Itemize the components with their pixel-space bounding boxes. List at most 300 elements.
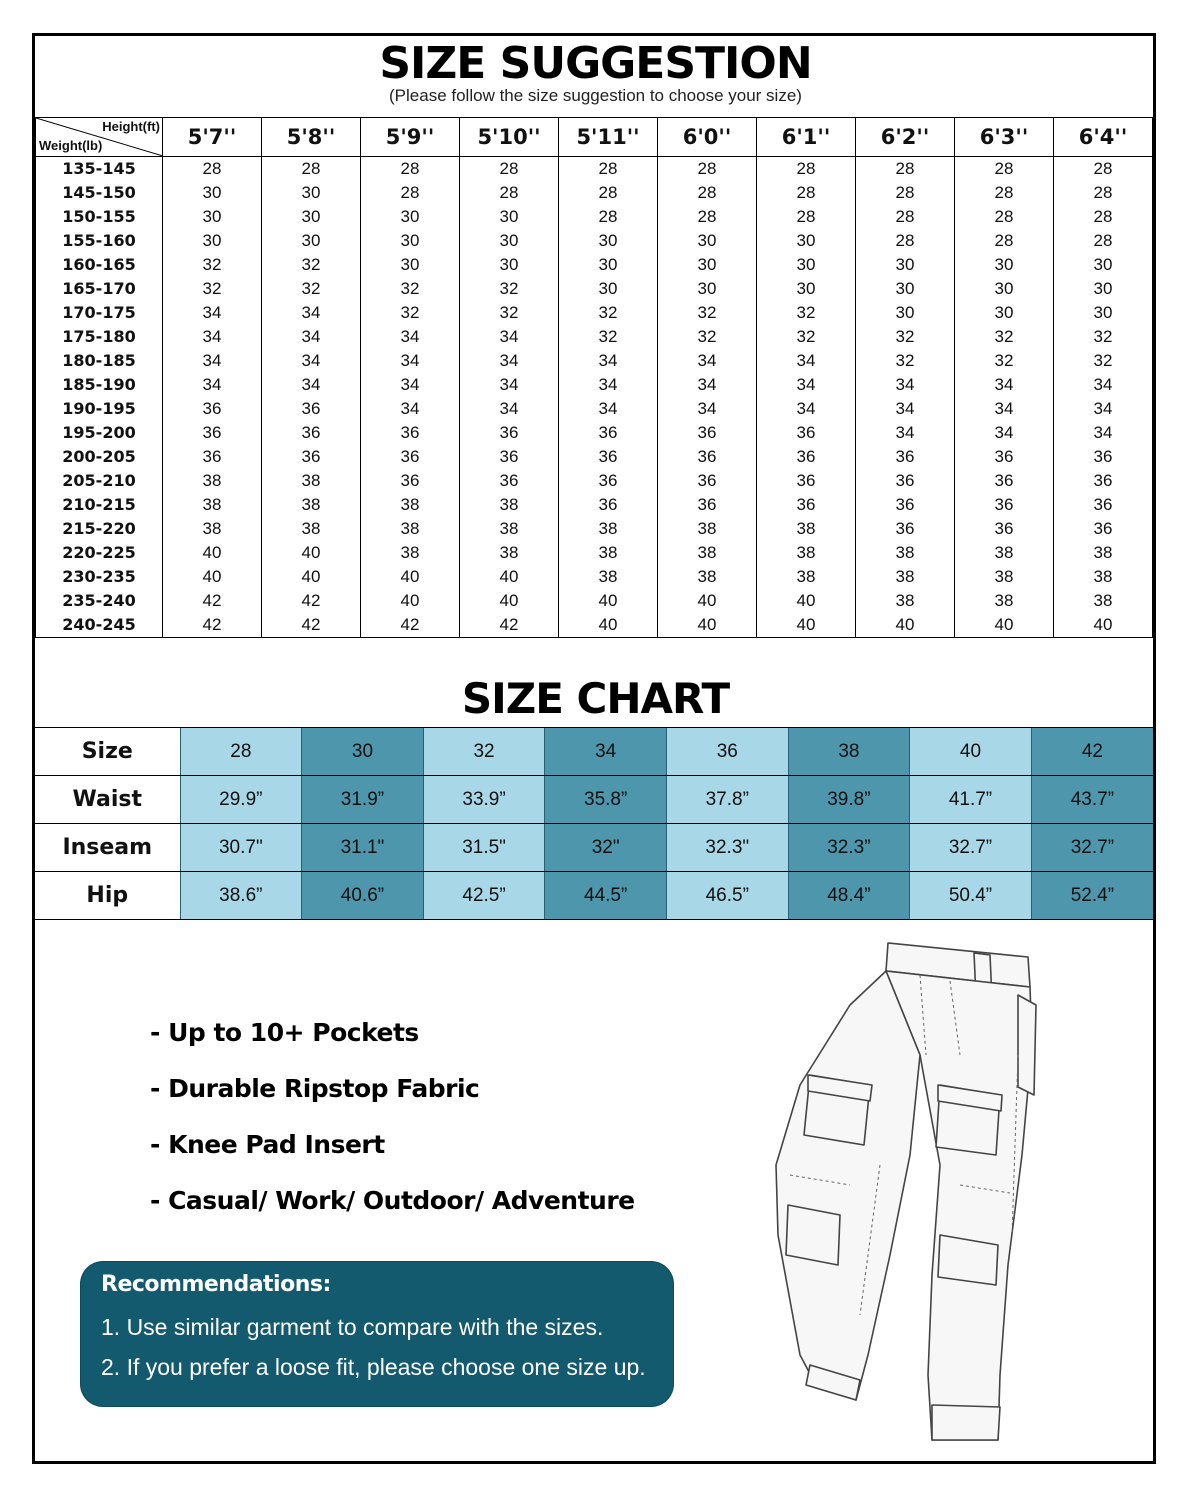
size-cell: 32 bbox=[1054, 325, 1153, 349]
chart-value-cell: 52.4” bbox=[1031, 872, 1153, 920]
size-cell: 32 bbox=[955, 349, 1054, 373]
height-header: 6'3'' bbox=[955, 118, 1054, 157]
size-chart-body bbox=[35, 728, 1153, 920]
size-cell: 28 bbox=[757, 157, 856, 182]
size-cell: 38 bbox=[460, 517, 559, 541]
chart-value-cell: 34 bbox=[545, 728, 667, 776]
table-row bbox=[36, 517, 1153, 541]
chart-value-cell: 30 bbox=[302, 728, 424, 776]
size-cell: 36 bbox=[559, 493, 658, 517]
chart-row-inseam bbox=[35, 824, 1153, 872]
size-cell: 36 bbox=[361, 469, 460, 493]
size-cell: 36 bbox=[559, 469, 658, 493]
table-corner-cell bbox=[36, 118, 163, 157]
recommendation-item: 2. If you prefer a loose fit, please choose one size up. bbox=[101, 1354, 646, 1380]
size-cell: 34 bbox=[559, 397, 658, 421]
size-cell: 28 bbox=[955, 205, 1054, 229]
chart-value-cell: 32" bbox=[545, 824, 667, 872]
size-cell: 28 bbox=[658, 205, 757, 229]
size-cell: 32 bbox=[757, 301, 856, 325]
size-cell: 34 bbox=[757, 349, 856, 373]
size-cell: 34 bbox=[559, 349, 658, 373]
table-row bbox=[36, 373, 1153, 397]
size-suggestion-body bbox=[36, 157, 1153, 638]
chart-value-cell: 46.5” bbox=[666, 872, 788, 920]
height-header: 6'4'' bbox=[1054, 118, 1153, 157]
chart-value-cell: 31.5" bbox=[423, 824, 545, 872]
size-cell: 38 bbox=[1054, 565, 1153, 589]
size-cell: 34 bbox=[460, 325, 559, 349]
chart-row-label: Hip bbox=[35, 872, 180, 920]
height-header: 5'7'' bbox=[163, 118, 262, 157]
size-cell: 34 bbox=[955, 373, 1054, 397]
chart-value-cell: 32.3” bbox=[788, 824, 910, 872]
size-cell: 28 bbox=[460, 157, 559, 182]
size-cell: 38 bbox=[163, 493, 262, 517]
table-row bbox=[36, 181, 1153, 205]
size-cell: 34 bbox=[1054, 397, 1153, 421]
size-cell: 28 bbox=[460, 181, 559, 205]
size-cell: 34 bbox=[361, 373, 460, 397]
size-cell: 34 bbox=[658, 349, 757, 373]
size-cell: 30 bbox=[163, 205, 262, 229]
size-cell: 42 bbox=[361, 613, 460, 638]
chart-value-cell: 32.7” bbox=[1031, 824, 1153, 872]
size-cell: 28 bbox=[856, 157, 955, 182]
size-cell: 30 bbox=[856, 253, 955, 277]
recommendations-box bbox=[81, 1262, 673, 1406]
size-cell: 34 bbox=[163, 301, 262, 325]
weight-range-cell: 220-225 bbox=[36, 541, 163, 565]
height-axis-label: Height(ft) bbox=[102, 119, 160, 134]
size-cell: 28 bbox=[163, 157, 262, 182]
size-cell: 28 bbox=[559, 157, 658, 182]
chart-row-label: Inseam bbox=[35, 824, 180, 872]
size-cell: 34 bbox=[361, 397, 460, 421]
table-row bbox=[36, 589, 1153, 613]
size-cell: 34 bbox=[262, 349, 361, 373]
chart-value-cell: 42.5” bbox=[423, 872, 545, 920]
size-cell: 38 bbox=[757, 541, 856, 565]
size-cell: 30 bbox=[955, 253, 1054, 277]
size-cell: 32 bbox=[262, 253, 361, 277]
size-cell: 36 bbox=[1054, 517, 1153, 541]
size-cell: 30 bbox=[757, 253, 856, 277]
size-cell: 36 bbox=[856, 445, 955, 469]
size-cell: 40 bbox=[559, 613, 658, 638]
size-cell: 30 bbox=[1054, 277, 1153, 301]
chart-row-label: Waist bbox=[35, 776, 180, 824]
size-cell: 36 bbox=[163, 397, 262, 421]
size-cell: 32 bbox=[163, 277, 262, 301]
height-header: 6'1'' bbox=[757, 118, 856, 157]
height-header: 5'10'' bbox=[460, 118, 559, 157]
chart-value-cell: 33.9” bbox=[423, 776, 545, 824]
size-cell: 34 bbox=[163, 373, 262, 397]
size-cell: 30 bbox=[559, 229, 658, 253]
size-cell: 36 bbox=[460, 445, 559, 469]
size-cell: 38 bbox=[1054, 589, 1153, 613]
size-cell: 36 bbox=[658, 445, 757, 469]
height-header: 6'0'' bbox=[658, 118, 757, 157]
size-cell: 34 bbox=[955, 397, 1054, 421]
feature-list bbox=[150, 1012, 635, 1236]
weight-range-cell: 170-175 bbox=[36, 301, 163, 325]
size-cell: 40 bbox=[163, 565, 262, 589]
size-cell: 28 bbox=[1054, 205, 1153, 229]
table-row bbox=[36, 445, 1153, 469]
size-cell: 38 bbox=[955, 541, 1054, 565]
weight-range-cell: 215-220 bbox=[36, 517, 163, 541]
size-cell: 32 bbox=[559, 325, 658, 349]
size-cell: 40 bbox=[361, 565, 460, 589]
size-cell: 34 bbox=[460, 349, 559, 373]
size-cell: 40 bbox=[658, 613, 757, 638]
size-cell: 28 bbox=[757, 205, 856, 229]
weight-range-cell: 195-200 bbox=[36, 421, 163, 445]
size-cell: 40 bbox=[757, 589, 856, 613]
chart-value-cell: 35.8” bbox=[545, 776, 667, 824]
size-cell: 30 bbox=[460, 253, 559, 277]
weight-range-cell: 240-245 bbox=[36, 613, 163, 638]
weight-axis-label: Weight(lb) bbox=[39, 138, 103, 153]
weight-range-cell: 230-235 bbox=[36, 565, 163, 589]
size-cell: 28 bbox=[856, 229, 955, 253]
size-cell: 32 bbox=[460, 277, 559, 301]
chart-value-cell: 42 bbox=[1031, 728, 1153, 776]
height-header: 5'8'' bbox=[262, 118, 361, 157]
size-cell: 30 bbox=[856, 301, 955, 325]
size-cell: 28 bbox=[559, 181, 658, 205]
size-cell: 36 bbox=[757, 421, 856, 445]
size-cell: 34 bbox=[361, 325, 460, 349]
size-cell: 34 bbox=[658, 397, 757, 421]
recommendations-title: Recommendations: bbox=[101, 1272, 331, 1297]
size-cell: 28 bbox=[856, 205, 955, 229]
chart-value-cell: 38 bbox=[788, 728, 910, 776]
size-cell: 34 bbox=[955, 421, 1054, 445]
chart-value-cell: 41.7” bbox=[910, 776, 1032, 824]
size-cell: 36 bbox=[856, 469, 955, 493]
size-cell: 36 bbox=[262, 397, 361, 421]
size-cell: 40 bbox=[361, 589, 460, 613]
size-cell: 36 bbox=[856, 517, 955, 541]
size-cell: 38 bbox=[955, 565, 1054, 589]
table-row bbox=[36, 541, 1153, 565]
size-cell: 42 bbox=[262, 613, 361, 638]
size-cell: 34 bbox=[262, 325, 361, 349]
size-cell: 38 bbox=[460, 493, 559, 517]
size-cell: 30 bbox=[658, 277, 757, 301]
size-cell: 30 bbox=[361, 253, 460, 277]
size-cell: 32 bbox=[361, 277, 460, 301]
size-cell: 36 bbox=[955, 493, 1054, 517]
chart-value-cell: 31.1" bbox=[302, 824, 424, 872]
size-cell: 38 bbox=[559, 565, 658, 589]
table-row bbox=[36, 205, 1153, 229]
chart-value-cell: 48.4” bbox=[788, 872, 910, 920]
weight-range-cell: 180-185 bbox=[36, 349, 163, 373]
size-cell: 36 bbox=[361, 445, 460, 469]
size-cell: 36 bbox=[757, 445, 856, 469]
size-cell: 30 bbox=[757, 229, 856, 253]
chart-value-cell: 36 bbox=[666, 728, 788, 776]
size-cell: 32 bbox=[262, 277, 361, 301]
size-cell: 30 bbox=[955, 277, 1054, 301]
size-suggestion-title: SIZE SUGGESTION bbox=[379, 38, 812, 89]
chart-value-cell: 32 bbox=[423, 728, 545, 776]
weight-range-cell: 175-180 bbox=[36, 325, 163, 349]
weight-range-cell: 210-215 bbox=[36, 493, 163, 517]
size-cell: 38 bbox=[856, 589, 955, 613]
size-cell: 36 bbox=[559, 421, 658, 445]
size-cell: 36 bbox=[658, 493, 757, 517]
size-cell: 30 bbox=[658, 229, 757, 253]
size-cell: 38 bbox=[955, 589, 1054, 613]
weight-range-cell: 200-205 bbox=[36, 445, 163, 469]
weight-range-cell: 185-190 bbox=[36, 373, 163, 397]
cargo-pants-sketch-icon bbox=[760, 935, 1060, 1455]
size-cell: 40 bbox=[757, 613, 856, 638]
table-row bbox=[36, 157, 1153, 182]
size-cell: 36 bbox=[658, 421, 757, 445]
size-cell: 34 bbox=[856, 397, 955, 421]
size-cell: 32 bbox=[856, 349, 955, 373]
weight-range-cell: 135-145 bbox=[36, 157, 163, 182]
size-cell: 30 bbox=[460, 205, 559, 229]
size-cell: 30 bbox=[262, 229, 361, 253]
table-row bbox=[36, 349, 1153, 373]
size-cell: 38 bbox=[163, 469, 262, 493]
size-cell: 36 bbox=[262, 421, 361, 445]
chart-value-cell: 30.7" bbox=[180, 824, 302, 872]
size-cell: 32 bbox=[460, 301, 559, 325]
feature-item: - Up to 10+ Pockets bbox=[150, 1018, 419, 1047]
size-cell: 40 bbox=[856, 613, 955, 638]
feature-item: - Casual/ Work/ Outdoor/ Adventure bbox=[150, 1186, 635, 1215]
size-cell: 38 bbox=[856, 565, 955, 589]
size-cell: 32 bbox=[757, 325, 856, 349]
size-chart-title: SIZE CHART bbox=[461, 674, 730, 723]
size-cell: 36 bbox=[460, 469, 559, 493]
size-cell: 30 bbox=[955, 301, 1054, 325]
size-cell: 28 bbox=[955, 229, 1054, 253]
chart-value-cell: 38.6” bbox=[180, 872, 302, 920]
size-cell: 28 bbox=[361, 181, 460, 205]
size-cell: 30 bbox=[361, 229, 460, 253]
size-cell: 36 bbox=[1054, 493, 1153, 517]
size-cell: 34 bbox=[163, 325, 262, 349]
size-cell: 36 bbox=[361, 421, 460, 445]
chart-value-cell: 28 bbox=[180, 728, 302, 776]
size-cell: 36 bbox=[460, 421, 559, 445]
size-cell: 38 bbox=[757, 565, 856, 589]
size-cell: 28 bbox=[955, 181, 1054, 205]
weight-range-cell: 190-195 bbox=[36, 397, 163, 421]
chart-value-cell: 43.7” bbox=[1031, 776, 1153, 824]
size-cell: 36 bbox=[955, 445, 1054, 469]
size-cell: 32 bbox=[658, 301, 757, 325]
table-row bbox=[36, 397, 1153, 421]
size-cell: 30 bbox=[460, 229, 559, 253]
size-cell: 40 bbox=[955, 613, 1054, 638]
size-cell: 34 bbox=[361, 349, 460, 373]
size-cell: 34 bbox=[856, 421, 955, 445]
chart-value-cell: 31.9” bbox=[302, 776, 424, 824]
size-cell: 34 bbox=[856, 373, 955, 397]
weight-range-cell: 165-170 bbox=[36, 277, 163, 301]
size-cell: 40 bbox=[262, 541, 361, 565]
size-cell: 38 bbox=[262, 517, 361, 541]
size-cell: 38 bbox=[658, 517, 757, 541]
table-row bbox=[36, 565, 1153, 589]
size-cell: 38 bbox=[163, 517, 262, 541]
size-cell: 36 bbox=[262, 445, 361, 469]
size-cell: 34 bbox=[658, 373, 757, 397]
size-cell: 30 bbox=[361, 205, 460, 229]
size-cell: 34 bbox=[757, 397, 856, 421]
size-cell: 28 bbox=[955, 157, 1054, 182]
size-cell: 40 bbox=[658, 589, 757, 613]
size-cell: 38 bbox=[361, 517, 460, 541]
size-cell: 36 bbox=[955, 469, 1054, 493]
size-cell: 36 bbox=[163, 421, 262, 445]
chart-value-cell: 29.9” bbox=[180, 776, 302, 824]
chart-value-cell: 32.7” bbox=[910, 824, 1032, 872]
weight-range-cell: 150-155 bbox=[36, 205, 163, 229]
size-suggestion-subtitle: (Please follow the size suggestion to choose your size) bbox=[389, 86, 802, 105]
size-cell: 30 bbox=[559, 253, 658, 277]
size-cell: 30 bbox=[262, 205, 361, 229]
size-cell: 38 bbox=[262, 493, 361, 517]
size-cell: 40 bbox=[460, 589, 559, 613]
chart-value-cell: 40.6” bbox=[302, 872, 424, 920]
size-cell: 38 bbox=[559, 541, 658, 565]
size-cell: 32 bbox=[1054, 349, 1153, 373]
size-cell: 38 bbox=[757, 517, 856, 541]
size-cell: 32 bbox=[163, 253, 262, 277]
table-row bbox=[36, 613, 1153, 638]
size-cell: 40 bbox=[163, 541, 262, 565]
size-cell: 32 bbox=[361, 301, 460, 325]
size-cell: 36 bbox=[757, 469, 856, 493]
size-cell: 34 bbox=[559, 373, 658, 397]
table-row bbox=[36, 421, 1153, 445]
height-header-row bbox=[36, 118, 1153, 157]
size-cell: 32 bbox=[559, 301, 658, 325]
size-cell: 40 bbox=[262, 565, 361, 589]
size-cell: 36 bbox=[1054, 469, 1153, 493]
size-cell: 30 bbox=[1054, 253, 1153, 277]
size-cell: 34 bbox=[163, 349, 262, 373]
size-cell: 30 bbox=[262, 181, 361, 205]
size-cell: 32 bbox=[658, 325, 757, 349]
table-row bbox=[36, 469, 1153, 493]
height-header: 5'9'' bbox=[361, 118, 460, 157]
chart-value-cell: 39.8” bbox=[788, 776, 910, 824]
size-suggestion-table bbox=[35, 117, 1153, 638]
size-cell: 40 bbox=[460, 565, 559, 589]
size-cell: 42 bbox=[163, 613, 262, 638]
chart-value-cell: 50.4” bbox=[910, 872, 1032, 920]
size-cell: 28 bbox=[757, 181, 856, 205]
size-cell: 28 bbox=[361, 157, 460, 182]
size-cell: 38 bbox=[361, 541, 460, 565]
size-cell: 32 bbox=[856, 325, 955, 349]
size-cell: 38 bbox=[361, 493, 460, 517]
size-cell: 30 bbox=[163, 229, 262, 253]
chart-row-size bbox=[35, 728, 1153, 776]
height-header: 6'2'' bbox=[856, 118, 955, 157]
recommendation-item: 1. Use similar garment to compare with the sizes. bbox=[101, 1314, 604, 1340]
size-cell: 38 bbox=[856, 541, 955, 565]
size-cell: 32 bbox=[955, 325, 1054, 349]
chart-value-cell: 44.5” bbox=[545, 872, 667, 920]
chart-value-cell: 32.3" bbox=[666, 824, 788, 872]
size-cell: 30 bbox=[559, 277, 658, 301]
table-row bbox=[36, 493, 1153, 517]
chart-value-cell: 40 bbox=[910, 728, 1032, 776]
table-row bbox=[36, 277, 1153, 301]
size-cell: 28 bbox=[1054, 229, 1153, 253]
size-cell: 28 bbox=[856, 181, 955, 205]
size-cell: 36 bbox=[658, 469, 757, 493]
size-chart-table bbox=[35, 727, 1153, 920]
size-cell: 30 bbox=[757, 277, 856, 301]
weight-range-cell: 160-165 bbox=[36, 253, 163, 277]
chart-row-waist bbox=[35, 776, 1153, 824]
weight-range-cell: 155-160 bbox=[36, 229, 163, 253]
size-cell: 34 bbox=[262, 373, 361, 397]
size-cell: 28 bbox=[658, 157, 757, 182]
weight-range-cell: 235-240 bbox=[36, 589, 163, 613]
size-cell: 28 bbox=[262, 157, 361, 182]
chart-row-label: Size bbox=[35, 728, 180, 776]
size-cell: 30 bbox=[658, 253, 757, 277]
size-cell: 28 bbox=[559, 205, 658, 229]
size-cell: 38 bbox=[658, 565, 757, 589]
size-cell: 40 bbox=[559, 589, 658, 613]
size-cell: 36 bbox=[1054, 445, 1153, 469]
size-cell: 36 bbox=[163, 445, 262, 469]
size-cell: 30 bbox=[1054, 301, 1153, 325]
weight-range-cell: 145-150 bbox=[36, 181, 163, 205]
size-cell: 38 bbox=[658, 541, 757, 565]
size-cell: 36 bbox=[559, 445, 658, 469]
size-cell: 42 bbox=[460, 613, 559, 638]
size-cell: 38 bbox=[262, 469, 361, 493]
feature-item: - Durable Ripstop Fabric bbox=[150, 1074, 480, 1103]
size-cell: 30 bbox=[856, 277, 955, 301]
table-row bbox=[36, 229, 1153, 253]
size-cell: 28 bbox=[658, 181, 757, 205]
chart-value-cell: 37.8” bbox=[666, 776, 788, 824]
size-cell: 38 bbox=[559, 517, 658, 541]
size-cell: 38 bbox=[1054, 541, 1153, 565]
size-cell: 30 bbox=[163, 181, 262, 205]
height-header: 5'11'' bbox=[559, 118, 658, 157]
size-cell: 42 bbox=[262, 589, 361, 613]
size-cell: 34 bbox=[262, 301, 361, 325]
size-cell: 34 bbox=[460, 373, 559, 397]
size-cell: 28 bbox=[1054, 181, 1153, 205]
feature-item: - Knee Pad Insert bbox=[150, 1130, 385, 1159]
size-cell: 34 bbox=[460, 397, 559, 421]
weight-range-cell: 205-210 bbox=[36, 469, 163, 493]
table-row bbox=[36, 325, 1153, 349]
size-cell: 36 bbox=[757, 493, 856, 517]
size-cell: 42 bbox=[163, 589, 262, 613]
